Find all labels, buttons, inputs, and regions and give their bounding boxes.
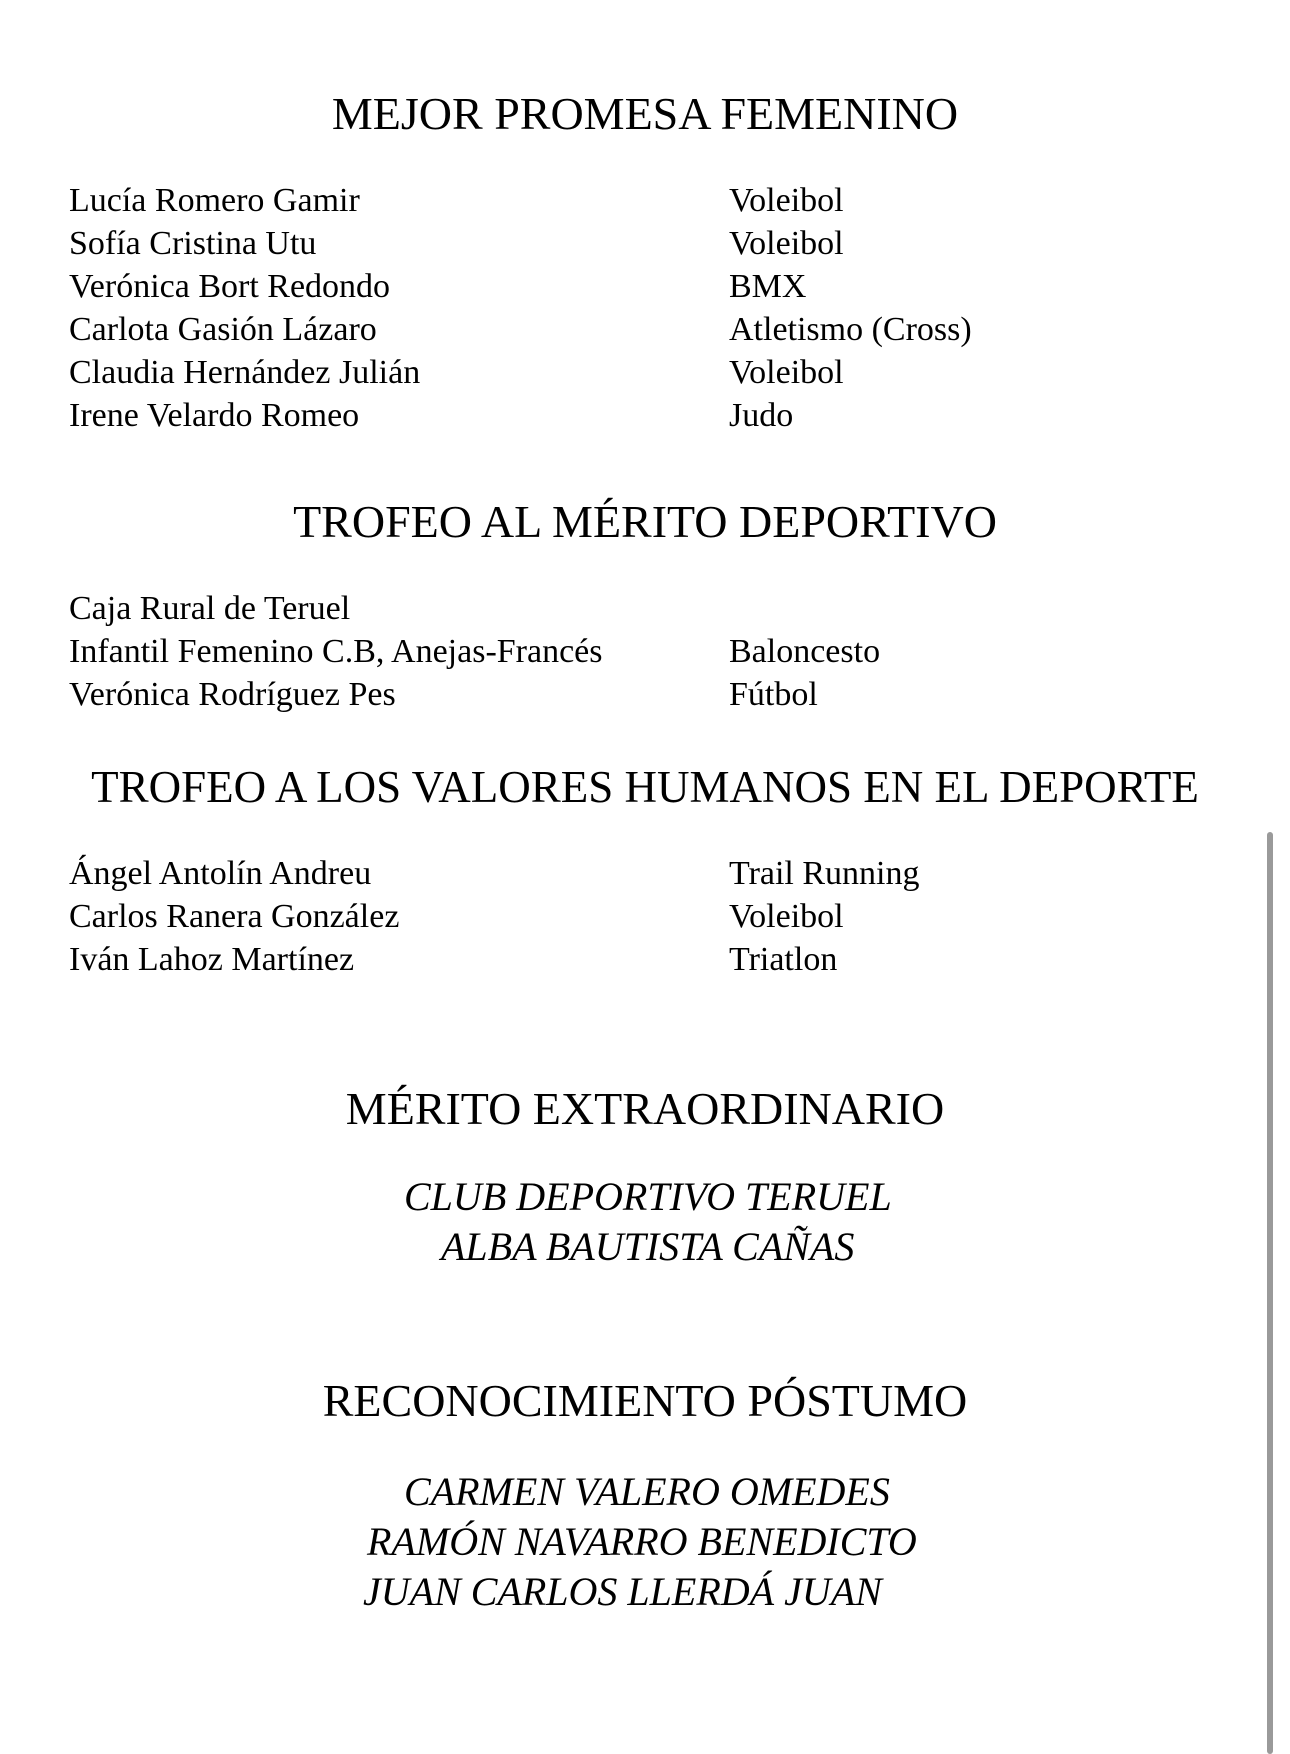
sport-name: Voleibol xyxy=(729,354,844,391)
awardee-name: Caja Rural de Teruel xyxy=(69,590,351,627)
section-title-merito-extraordinario: MÉRITO EXTRAORDINARIO xyxy=(345,1083,945,1134)
postumo-list xyxy=(0,1467,1290,1627)
honoree-name: RAMÓN NAVARRO BENEDICTO xyxy=(367,1519,917,1564)
athlete-name: Irene Velardo Romeo xyxy=(69,397,360,434)
awardee-name: CLUB DEPORTIVO TERUEL xyxy=(404,1174,892,1219)
section-title-valores-humanos: TROFEO A LOS VALORES HUMANOS EN EL DEPORTE xyxy=(91,762,1199,812)
awardee-name: Verónica Rodríguez Pes xyxy=(69,676,396,713)
athlete-name: Claudia Hernández Julián xyxy=(69,354,421,391)
athlete-name: Carlos Ranera González xyxy=(69,898,400,935)
sport-name: Voleibol xyxy=(729,182,844,219)
awardee-name: ALBA BAUTISTA CAÑAS xyxy=(441,1224,855,1269)
athlete-name: Verónica Bort Redondo xyxy=(69,268,391,305)
sport-name: Voleibol xyxy=(729,898,844,935)
section-title-postumo: RECONOCIMIENTO PÓSTUMO xyxy=(322,1375,968,1426)
athlete-name: Carlota Gasión Lázaro xyxy=(69,311,377,348)
sport-name: Fútbol xyxy=(729,676,818,713)
honoree-name: JUAN CARLOS LLERDÁ JUAN xyxy=(363,1569,882,1614)
honoree-name: CARMEN VALERO OMEDES xyxy=(404,1469,890,1514)
section-title-mejor-promesa: MEJOR PROMESA FEMENINO xyxy=(331,88,959,139)
sport-name: Atletismo (Cross) xyxy=(729,311,972,348)
athlete-name: Ángel Antolín Andreu xyxy=(69,855,372,892)
sport-name: Judo xyxy=(729,397,794,434)
sport-name: Baloncesto xyxy=(729,633,881,670)
merito-extraordinario-list xyxy=(0,1172,1290,1282)
section-title-merito-deportivo: TROFEO AL MÉRITO DEPORTIVO xyxy=(293,496,997,547)
sport-name: BMX xyxy=(729,268,807,305)
scrollbar[interactable] xyxy=(1267,832,1273,1754)
sport-name: Voleibol xyxy=(729,225,844,262)
sport-name: Triatlon xyxy=(729,941,838,978)
athlete-name: Sofía Cristina Utu xyxy=(69,225,317,262)
awardee-name: Infantil Femenino C.B, Anejas-Francés xyxy=(69,633,603,670)
athlete-name: Lucía Romero Gamir xyxy=(69,182,360,219)
athlete-name: Iván Lahoz Martínez xyxy=(69,941,355,978)
sport-name: Trail Running xyxy=(729,855,920,892)
